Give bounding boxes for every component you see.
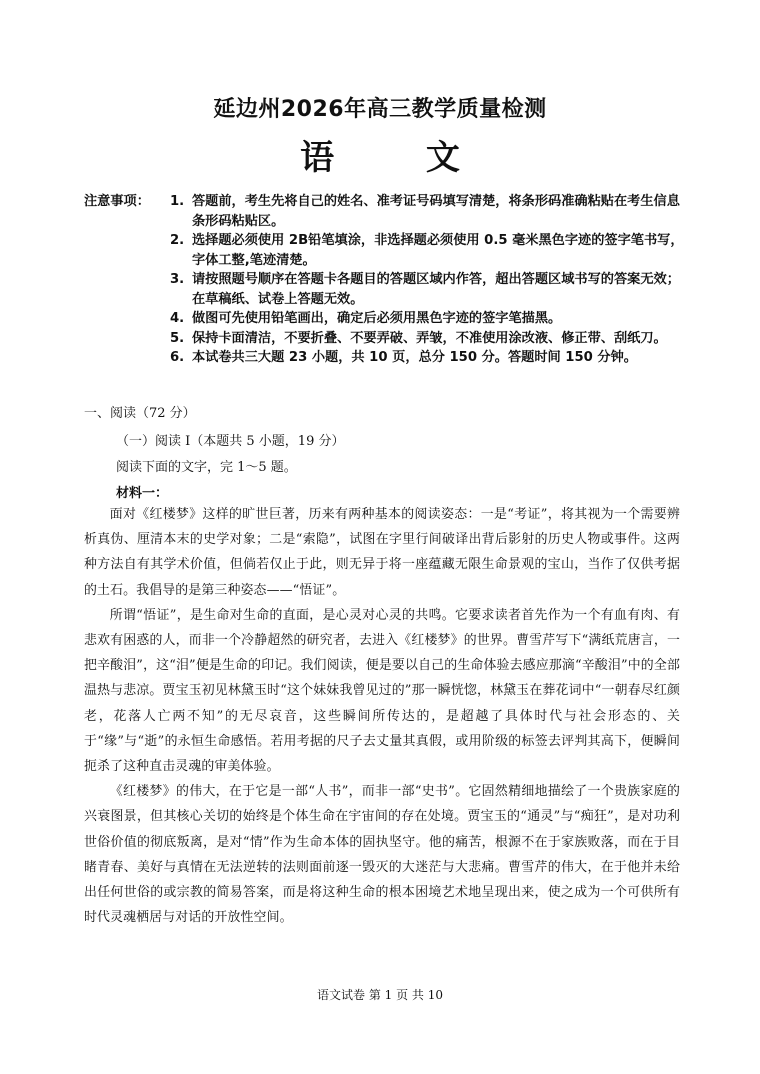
passage-paragraph: 面对《红楼梦》这样的旷世巨著，历来有两种基本的阅读姿态：一是“考证”，将其视为一个需要辨析真伪、厘清本末的史学对象；二是“索隐”，试图在字里行间破译出背后影射的历史人物或事件。这两种方法自有其学术价值，但倘若仅止于此，则无异于将一座蕴藏无限生命景观的宝山，当作了仅供考据的土石。我倡导的是第三种姿态——“悟证”。 [84,507,680,598]
notice-item [170,270,690,309]
notice-item-number: 4. [170,311,185,326]
page-footer: 语文试卷 第 1 页 共 10 [317,988,443,1002]
notice-item [170,309,690,329]
material-label: 材料一： [116,486,169,501]
notice-item [170,231,690,270]
subsection-heading: （一）阅读 Ⅰ（本题共 5 小题，19 分） [116,434,345,449]
notice-item-number: 1. [170,194,185,209]
reading-instruction: 阅读下面的文字，完 1～5 题。 [116,460,297,475]
notice-item-number: 2. [170,233,185,248]
notice-list [170,192,690,368]
notice-item-text: 答题前，考生先将自己的姓名、准考证号码填写清楚，将条形码准确粘贴在考生信息条形码粘贴区。 [192,194,680,229]
notice-label: 注意事项： [84,194,150,209]
subject-title: 语 文 [300,138,500,178]
notice-item [170,348,690,368]
notice-item-text: 保持卡面清洁，不要折叠、不要弄破、弄皱，不准使用涂改液、修正带、刮纸刀。 [192,330,667,346]
passage-paragraph: 所谓“悟证”，是生命对生命的直面，是心灵对心灵的共鸣。它要求读者首先作为一个有血有肉、有悲欢有困惑的人，而非一个冷静超然的研究者，去进入《红楼梦》的世界。曹雪芹写下“满纸荒唐言，一把辛酸泪”，这“泪”便是生命的印记。我们阅读，便是要以自己的生命体验去感应那滴“辛酸泪”中的全部温热与悲凉。贾宝玉初见林黛玉时“这个妹妹我曾见过的”那一瞬恍惚，林黛玉在葬花词中“一朝春尽红颜老，花落人亡两不知”的无尽哀音，这些瞬间所传达的，是超越了具体时代与社会形态的、关于“缘”与“逝”的永恒生命感悟。若用考据的尺子去丈量其真假，或用阶级的标签去评判其高下，便瞬间扼杀了这种直击灵魂的审美体验。 [84,607,680,775]
passage-paragraph: 《红楼梦》的伟大，在于它是一部“人书”，而非一部“史书”。它固然精细地描绘了一个贵族家庭的兴衰图景，但其核心关切的始终是个体生命在宇宙间的存在处境。贾宝玉的“通灵”与“痴狂”，是对功利世俗价值的彻底叛离，是对“情”作为生命本体的固执坚守。他的痛苦，根源不在于家族败落，而在于目睹青春、美好与真情在无法逆转的法则面前逐一毁灭的大迷茫与大悲痛。曹雪芹的伟大，在于他并未给出任何世俗的或宗教的简易答案，而是将这种生命的根本困境艺术地呈现出来，使之成为一个可供所有时代灵魂栖居与对话的开放性空间。 [84,784,680,926]
notice-item-number: 6. [170,350,185,365]
exam-title: 延边州2026年高三教学质量检测 [213,97,547,122]
notice-item [170,192,690,231]
notice-item-text: 选择题必须使用 2B铅笔填涂，非选择题必须使用 0.5 毫米黑色字迹的签字笔书写，字体工整,笔迹清楚。 [192,233,684,268]
notice-item-text: 本试卷共三大题 23 小题，共 10 页，总分 150 分。答题时间 150 分钟。 [192,350,637,365]
notice-item-text: 请按照题号顺序在答题卡各题目的答题区域内作答，超出答题区域书写的答案无效；在草稿纸、试卷上答题无效。 [192,272,680,307]
section-heading: 一、阅读（72 分） [84,406,196,421]
reading-passage [84,502,680,930]
notice-item-number: 3. [170,272,185,287]
notice-item [170,329,690,349]
notice-item-number: 5. [170,330,185,346]
notice-item-text: 做图可先使用铅笔画出，确定后必须用黑色字迹的签字笔描黑。 [192,311,562,326]
